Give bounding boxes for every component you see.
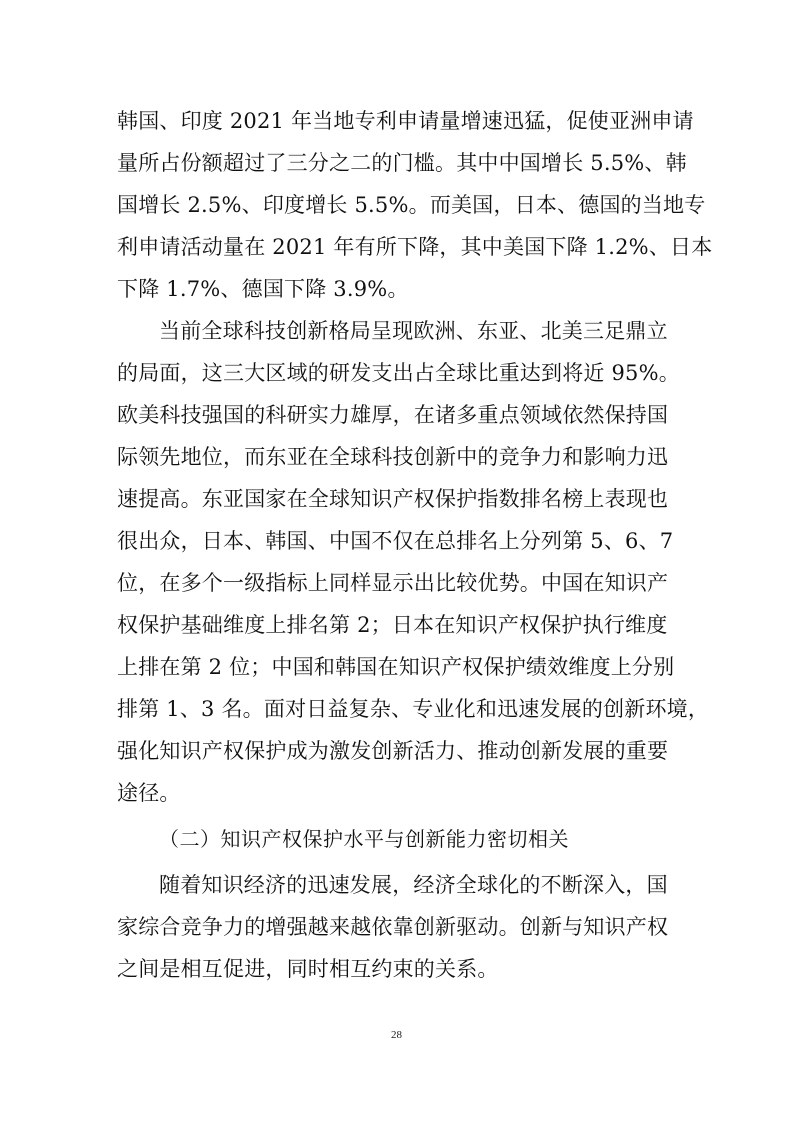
paragraph-2-line-7: 位，在多个一级指标上同样显示出比较优势。中国在知识产 — [117, 571, 669, 595]
paragraph-2-line-11: 强化知识产权保护成为激发创新活力、推动创新发展的重要 — [117, 739, 669, 763]
paragraph-1-line-1: 韩国、印度 2021 年当地专利申请量增速迅猛，促使亚洲申请 — [117, 109, 694, 133]
paragraph-3-line-1: 随着知识经济的迅速发展，经济全球化的不断深入，国 — [159, 873, 668, 897]
page-number: 28 — [391, 1029, 402, 1041]
paragraph-2-line-1: 当前全球科技创新格局呈现欧洲、东亚、北美三足鼎立 — [159, 319, 668, 343]
paragraph-3-line-2: 家综合竞争力的增强越来越依靠创新驱动。创新与知识产权 — [117, 915, 669, 939]
paragraph-2-line-3: 欧美科技强国的科研实力雄厚，在诸多重点领域依然保持国 — [117, 403, 669, 427]
paragraph-2-line-5: 速提高。东亚国家在全球知识产权保护指数排名榜上表现也 — [117, 487, 669, 511]
paragraph-1-line-4: 利申请活动量在 2021 年有所下降，其中美国下降 1.2%、日本 — [117, 235, 713, 259]
paragraph-2-line-9: 上排在第 2 位；中国和韩国在知识产权保护绩效维度上分别 — [117, 655, 675, 679]
paragraph-1-line-5: 下降 1.7%、德国下降 3.9%。 — [117, 277, 409, 301]
paragraph-1-line-3: 国增长 2.5%、印度增长 5.5%。而美国，日本、德国的当地专 — [117, 193, 706, 217]
paragraph-2-line-12: 途径。 — [117, 781, 181, 805]
paragraph-2-line-10: 排第 1、3 名。面对日益复杂、专业化和迅速发展的创新环境， — [117, 697, 710, 721]
paragraph-2-line-2: 的局面，这三大区域的研发支出占全球比重达到将近 95%。 — [117, 361, 680, 385]
paragraph-2-line-4: 际领先地位，而东亚在全球科技创新中的竞争力和影响力迅 — [117, 445, 669, 469]
paragraph-2-line-6: 很出众，日本、韩国、中国不仅在总排名上分列第 5、6、7 — [117, 529, 674, 553]
section-heading: （二）知识产权保护水平与创新能力密切相关 — [159, 827, 569, 851]
paragraph-2-line-8: 权保护基础维度上排名第 2；日本在知识产权保护执行维度 — [117, 613, 668, 637]
paragraph-1-line-2: 量所占份额超过了三分之二的门槛。其中中国增长 5.5%、韩 — [117, 151, 687, 175]
paragraph-3-line-3: 之间是相互促进，同时相互约束的关系。 — [117, 957, 499, 981]
